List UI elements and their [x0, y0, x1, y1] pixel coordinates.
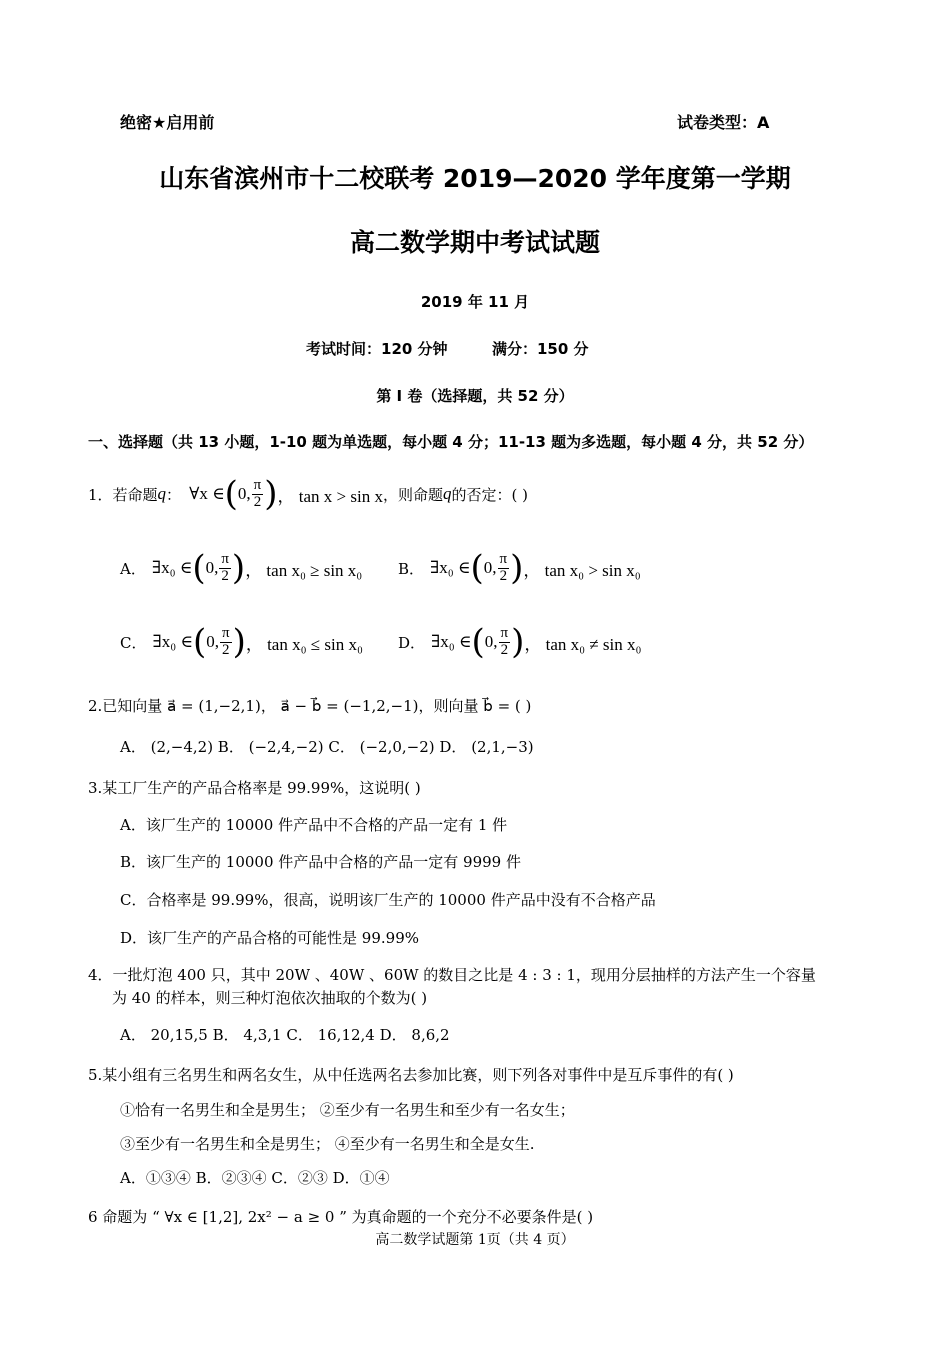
q1-var: q [157, 484, 167, 503]
q1-suffix: ，则命题 [382, 485, 443, 504]
q4-options: A． 20,15,5 B． 4,3,1 C． 16,12,4 D． 8,6,2 [120, 1026, 450, 1044]
q5-items-row1: ①恰有一名男生和全是男生； ②至少有一名男生和至少有一名女生； [120, 1101, 575, 1119]
q3-option-b: B．该厂生产的 10000 件产品中合格的产品一定有 9999 件 [120, 853, 521, 871]
exam-date: 2019 年 11 月 [420, 293, 530, 311]
question-6: 6 命题为 “ ∀x ∈ [1,2], 2x² − a ≥ 0 ” 为真命题的一个充分不必要条件是( ) [88, 1208, 594, 1226]
exam-time: 考试时间：120 分钟 [306, 340, 448, 358]
q1-interval-left: 0, [237, 484, 251, 503]
question-3: 3.某工厂生产的产品合格率是 99.99%，这说明( ) [88, 779, 421, 797]
q1-suffix2: 的否定：( ) [451, 485, 528, 504]
full-score: 满分：150 分 [492, 340, 589, 358]
question-1: 1．若命题 q ： ∀x ∈ ( 0, $\frac{\pi}{2}$ ) ， tan x > sin x ，则命题 q 的否定：( ) [88, 474, 528, 514]
question-4-line2: 为 40 的样本，则三种灯泡依次抽取的个数为( ) [112, 989, 428, 1007]
q2-options: A． (2,−4,2) B． (−2,4,−2) C． (−2,0,−2) D． (2,1,−3) [120, 738, 534, 756]
q1-prefix: 1．若命题 [88, 485, 158, 504]
q5-items-row2: ③至少有一名男生和全是男生； ④至少有一名男生和全是女生. [120, 1135, 535, 1153]
q1-forall: ∀x ∈ [189, 484, 225, 503]
page-subtitle: 高二数学期中考试试题 [349, 228, 600, 257]
q1-colon: ： [166, 485, 182, 504]
question-4: 4．一批灯泡 400 只，其中 20W 、40W 、60W 的数目之比是 4 : 3 : 1，现用分层抽样的方法产生一个容量 [88, 966, 816, 984]
q1-pi-over-2: $\frac{\pi}{2}$ [253, 476, 262, 510]
paper-type-label: 试卷类型：A [677, 113, 770, 132]
q1-option-d: D． ∃x₀ ∈ ( 0, $\frac{\pi}{2}$ ) ， tan x₀ ≠ sin x₀ [398, 622, 642, 662]
page-footer: 高二数学试题第 1页（共 4 页） [375, 1232, 575, 1248]
q1-condition: ， tan x > sin x [277, 486, 383, 506]
q3-option-c: C．合格率是 99.99%，很高，说明该厂生产的 10000 件产品中没有不合格产品 [120, 891, 656, 909]
instructions: 一、选择题（共 13 小题，1-10 题为单选题，每小题 4 分；11-13 题为多选题，每小题 4 分，共 52 分） [88, 433, 814, 451]
question-2: 2.已知向量 a⃗ = (1,−2,1)， a⃗ − b⃗ = (−1,2,−1)，则向量 b⃗ = ( ) [88, 697, 532, 715]
q1-option-a: A． ∃x₀ ∈ ( 0, $\frac{\pi}{2}$ ) ， tan x₀ ≥ sin x₀ [120, 548, 363, 588]
q3-option-d: D．该厂生产的产品合格的可能性是 99.99% [120, 929, 419, 947]
page-title: 山东省滨州市十二校联考 2019—2020 学年度第一学期 [159, 164, 791, 193]
q1-option-b: B． ∃x₀ ∈ ( 0, $\frac{\pi}{2}$ ) ， tan x₀ > sin x₀ [398, 548, 641, 588]
q3-option-a: A．该厂生产的 10000 件产品中不合格的产品一定有 1 件 [120, 816, 508, 834]
q1-option-c: C． ∃x₀ ∈ ( 0, $\frac{\pi}{2}$ ) ， tan x₀ ≤ sin x₀ [120, 622, 363, 662]
section-title: 第 I 卷（选择题，共 52 分） [376, 387, 574, 405]
q5-options: A．①③④ B．②③④ C．②③ D．①④ [120, 1169, 390, 1187]
question-5: 5.某小组有三名男生和两名女生，从中任选两名去参加比赛，则下列各对事件中是互斥事件的有( ) [88, 1066, 734, 1084]
secrecy-label: 绝密★启用前 [120, 113, 215, 132]
